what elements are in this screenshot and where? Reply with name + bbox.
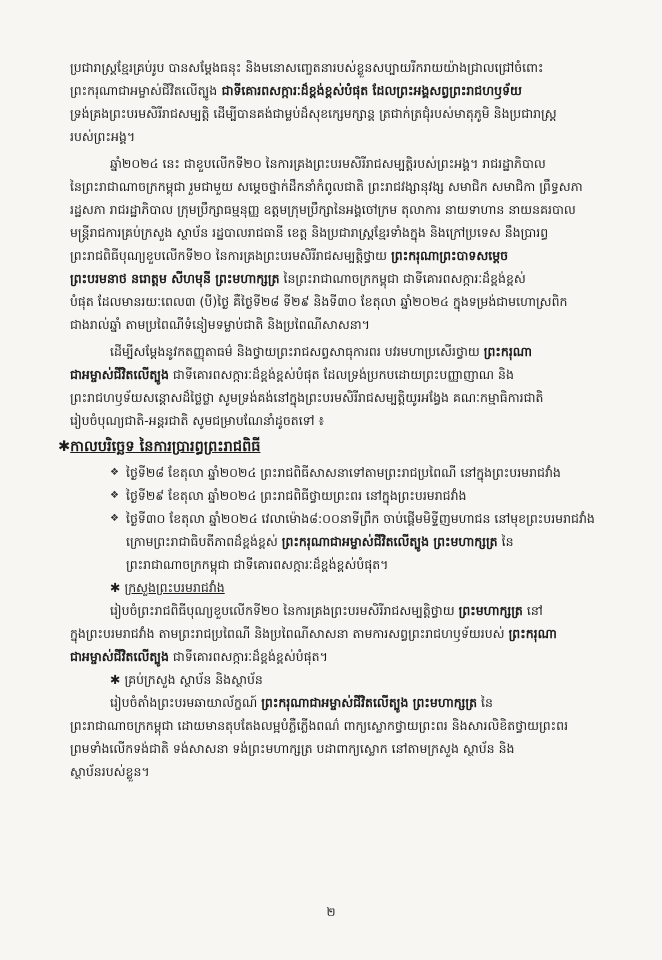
emphasis-text: ព្រះករុណាជាអម្ចាស់ជីវិតលើត្បូង ព្រះមហាក្សត្រ <box>261 695 478 710</box>
emphasis-text: ព្រះមហាក្សត្រ <box>458 603 523 618</box>
text-line <box>70 530 600 553</box>
body-text: ដើម្បីសម្តែងនូវកតញ្ញុតាធម៌ និងថ្វាយព្រះរាជសព្វសាធុការពរ បវរមហាប្រសើរថ្វាយ <box>110 344 484 359</box>
text-line <box>70 760 600 783</box>
schedule-item <box>70 484 600 507</box>
text-line <box>70 313 600 336</box>
ministries-marker: ✱ <box>110 672 121 687</box>
text-line <box>70 102 600 125</box>
body-text: រៀបចំព្រះរាជពិធីបុណ្យខួបលើកទី២០ នៃការគ្រងព្រះបរមសិរីរាជសម្បត្តិថ្វាយ <box>110 603 459 618</box>
schedule-text: ថ្ងៃទី២៨ ខែតុលា ឆ្នាំ២០២៤ ព្រះរាជពិធីសាសនាទៅតាមព្រះរាជប្រពៃណី នៅក្នុងព្រះបរមរាជវាំង <box>126 465 561 480</box>
body-text: រៀបចំតាំងព្រះបរមឆាយាល័ក្ខណ៍ <box>110 695 262 710</box>
diamond-bullet-icon: ❖ <box>110 490 119 501</box>
body-text: ព្រះរាជពិធីបុណ្យខួបលើកទី២០ នៃការគ្រងព្រះបរមសិរីរាជសម្បត្តិថ្វាយ <box>70 248 392 263</box>
body-text: រៀបចំបុណ្យជាតិ-អន្តរជាតិ សូមជម្រាបណែនាំដូចតទៅ ៖ <box>70 413 325 428</box>
section-marker: ✱ <box>58 439 71 455</box>
text-line <box>70 340 600 363</box>
ministries-paragraph <box>70 691 600 783</box>
body-text: នៃព្រះរាជាណាចក្រកម្ពុជា ជាទីគោរពសក្ការៈដ៏ខ្ពង់ខ្ពស់ <box>279 271 526 286</box>
section-heading <box>58 434 600 461</box>
emphasis-text: ព្រះបរមនាថ នរោត្តម សីហមុនី ព្រះមហាក្សត្រ <box>70 271 280 286</box>
schedule-text: ថ្ងៃទី៣០ ខែតុលា ឆ្នាំ២០២៤ វេលាម៉ោង៨:០០នាទីព្រឹក ចាប់ផ្តើមមិទ្ទីញមហាជន នៅមុខព្រះបរមរាជវាំង <box>126 511 595 526</box>
diamond-bullet-icon: ❖ <box>110 513 119 524</box>
page-number: ២ <box>326 905 336 919</box>
emphasis-text: ព្រះករុណា <box>508 626 557 641</box>
emphasis-text: ព្រះករុណាព្រះបាទសម្តេច <box>391 248 509 263</box>
body-text: ស្ថាប័នរបស់ខ្លួន។ <box>70 764 150 779</box>
anniversary-paragraph <box>70 152 600 336</box>
body-text: នៃព្រះរាជាណាចក្រកម្ពុជា រួមជាមួយ សម្តេចថ្នាក់ដឹកនាំកំពូលជាតិ ព្រះរាជវង្សានុវង្ស សមាជិក សមាជិកា ព្រឹទ្ធសភា <box>70 179 583 194</box>
text-line <box>70 553 600 576</box>
palace-marker: ✱ <box>110 580 121 595</box>
text-line <box>70 386 600 409</box>
guidance-paragraph <box>70 340 600 432</box>
text-line <box>70 198 600 221</box>
emphasis-text: ព្រះករុណាជាអម្ចាស់ជីវិតលើត្បូង ព្រះមហាក្សត្រ <box>281 534 498 549</box>
body-text: ព្រះករុណាជាអម្ចាស់ជីវិតលើត្បូង <box>70 83 218 98</box>
ministries-heading <box>70 668 600 691</box>
schedule-continuation <box>70 530 600 576</box>
schedule-item <box>70 461 600 484</box>
body-text: រដ្ឋសភា រាជរដ្ឋាភិបាល ក្រុមប្រឹក្សាធម្មនុញ្ញ ឧត្តមក្រុមប្រឹក្សានៃអង្គចៅក្រម តុលាការ នាយទាហាន នាយនគរបាល <box>70 202 576 217</box>
body-text: ព្រមទាំងលើកទង់ជាតិ ទង់សាសនា ទង់ព្រះមហាក្សត្រ បដាពាក្យស្លោក នៅតាមក្រសួង ស្ថាប័ន និង <box>70 741 515 756</box>
body-text: ព្រះរាជាណាចក្រកម្ពុជា ដោយមានតុបតែងលម្អបំភ្លឺភ្លើងពណ៌ ពាក្យស្លោកថ្វាយព្រះពរ និងសារលិខិតថ្វាយព្រះពរ <box>70 718 569 733</box>
text-line <box>70 244 600 267</box>
schedule-text: ថ្ងៃទី២៩ ខែតុលា ឆ្នាំ២០២៤ ព្រះរាជពិធីថ្វាយព្រះពរ នៅក្នុងព្រះបរមរាជវាំង <box>126 488 467 503</box>
text-line <box>70 599 600 622</box>
text-line <box>70 79 600 102</box>
intro-paragraph <box>70 56 600 148</box>
schedule-item <box>70 507 600 530</box>
emphasis-text: ជាអម្ចាស់ជីវិតលើត្បូង <box>70 649 169 664</box>
text-line <box>70 622 600 645</box>
body-text: ទ្រង់គ្រងព្រះបរមសិរីរាជសម្បត្តិ ដើម្បីបានគង់ជាម្លប់ដ៏សុខក្សេមក្សាន្ត ត្រជាក់ត្រជុំរបស់មាតុភូមិ និងប្រជារាស្ត្រ <box>70 106 557 121</box>
body-text: ជាទីគោរពសក្ការៈដ៏ខ្ពង់ខ្ពស់បំផុត ដែលទ្រង់ប្រកបដោយព្រះបញ្ញាញាណ និង <box>168 367 514 382</box>
body-text: នៃ <box>477 695 493 710</box>
text-line <box>70 645 600 668</box>
body-text: ព្រះរាជហឫទ័យសន្តោសដ៏ថ្លៃថ្លា សូមទ្រង់គង់នៅក្នុងព្រះបរមសិរីរាជសម្បត្តិយូរអង្វែង គណៈកម្មាធិការជាតិ <box>70 390 544 405</box>
diamond-bullet-icon: ❖ <box>110 467 119 478</box>
section-title: កាលបរិច្ឆេទ នៃការប្រារព្ធព្រះរាជពិធី <box>70 439 261 455</box>
text-line <box>70 152 600 175</box>
text-line <box>70 267 600 290</box>
body-text: ព្រះរាជាណាចក្រកម្ពុជា ជាទីគោរពសក្ការៈដ៏ខ្ពង់ខ្ពស់បំផុត។ <box>126 557 389 572</box>
text-line <box>70 363 600 386</box>
text-line <box>70 714 600 737</box>
text-line <box>70 691 600 714</box>
body-text: របស់ព្រះអង្គ។ <box>70 129 136 144</box>
text-line <box>70 175 600 198</box>
text-line <box>70 221 600 244</box>
text-line <box>70 290 600 313</box>
body-text: ប្រជារាស្ត្រខ្មែរគ្រប់រូប បានសម្តែងធនុះ និងមនោសញ្ចេតនារបស់ខ្លួនសប្បាយរីករាយយ៉ាងជ្រាលជ្រៅចំពោះ <box>70 60 544 75</box>
body-text: នៃ <box>497 534 514 549</box>
body-text: មន្ត្រីរាជការគ្រប់ក្រសួង ស្ថាប័ន រដ្ឋបាលរាជធានី ខេត្ត និងប្រជារាស្ត្រខ្មែរទាំងក្នុង និងក្រៅប្រទេស នឹងប្រារព្ធ <box>70 225 549 240</box>
ministries-label: គ្រប់ក្រសួង ស្ថាប័ន និងស្ថាប័ន <box>124 672 263 687</box>
text-line <box>70 56 600 79</box>
emphasis-text: ព្រះករុណា <box>483 344 533 359</box>
body-text: ជាងរាល់ឆ្នាំ តាមប្រពៃណីទំនៀមទម្លាប់ជាតិ និងប្រពៃណីសាសនា។ <box>70 317 370 332</box>
body-text: បំផុត ដែលមានរយៈពេល៣ (បី)ថ្ងៃ គឺថ្ងៃទី២៨ ទី២៩ និងទី៣០ ខែតុលា ឆ្នាំ២០២៤ ក្នុងទម្រង់ជាមហោស្រពិក <box>70 294 568 309</box>
emphasis-text: ជាអម្ចាស់ជីវិតលើត្បូង <box>70 367 169 382</box>
body-text: ឆ្នាំ២០២៤ នេះ ជាខួបលើកទី២០ នៃការគ្រងព្រះបរមសិរីរាជសម្បត្តិរបស់ព្រះអង្គ។ រាជរដ្ឋាភិបាល <box>110 156 546 171</box>
text-line <box>70 737 600 760</box>
body-text: នៅ <box>522 603 543 618</box>
text-line <box>70 409 600 432</box>
palace-label: ក្រសួងព្រះបរមរាជវាំង <box>124 580 225 595</box>
palace-heading <box>70 576 600 599</box>
palace-paragraph <box>70 599 600 668</box>
text-line <box>70 125 600 148</box>
body-text: ជាទីគោរពសក្ការៈដ៏ខ្ពង់ខ្ពស់បំផុត។ <box>168 649 328 664</box>
body-text: ក្រោមព្រះរាជាធិបតីភាពដ៏ខ្ពង់ខ្ពស់ <box>126 534 282 549</box>
body-text: ក្នុងព្រះបរមរាជវាំង តាមព្រះរាជប្រពៃណី និងប្រពៃណីសាសនា តាមការសព្វព្រះរាជហឫទ័យរបស់ <box>70 626 509 641</box>
emphasis-text: ជាទីគោរពសក្ការៈដ៏ខ្ពង់ខ្ពស់បំផុត ដែលព្រះអង្គសព្វព្រះរាជហឫទ័យ <box>217 83 522 98</box>
schedule-list <box>70 461 600 530</box>
